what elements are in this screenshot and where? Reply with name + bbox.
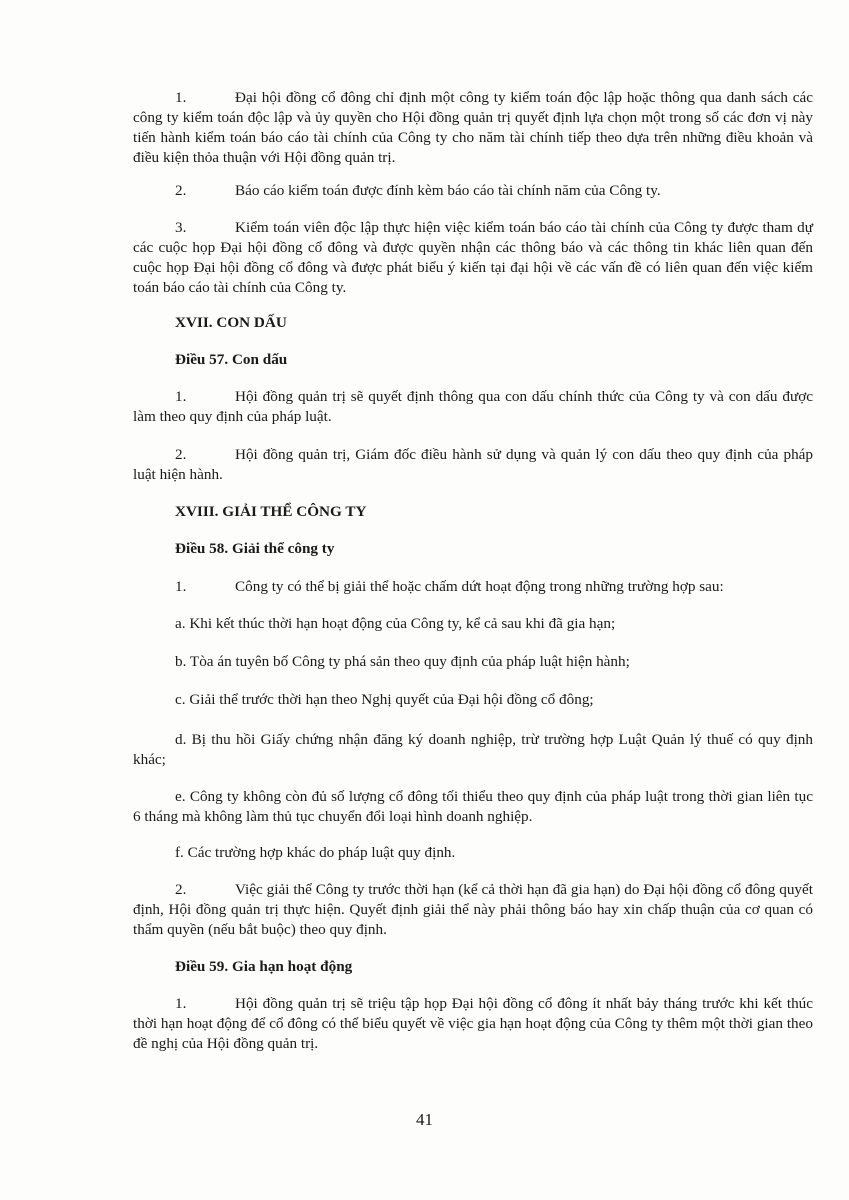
- paragraph-3-text: Kiểm toán viên độc lập thực hiện việc kiểm toán báo cáo tài chính của Công ty được tham dự các cuộc họp Đại hội đồng cổ đông và được quyền nhận các thông báo và các thông tin khác liên quan đến cuộc họp Đại hội đồng cổ đông và được phát biểu ý kiến tại đại hội về các vấn đề có liên quan đến việc kiểm toán báo cáo tài chính của Công ty.: [133, 219, 813, 296]
- article-58-clause-2-number: 2.: [175, 881, 187, 898]
- article-57-clause-1-text: Hội đồng quản trị sẽ quyết định thông qua con dấu chính thức của Công ty và con dấu được làm theo quy định của pháp luật.: [133, 388, 813, 425]
- list-item-b: b. Tòa án tuyên bố Công ty phá sản theo quy định của pháp luật hiện hành;: [175, 653, 630, 670]
- list-item-c: c. Giải thể trước thời hạn theo Nghị quyết của Đại hội đồng cổ đông;: [175, 691, 594, 708]
- paragraph-3: [133, 218, 813, 298]
- page-number: 41: [416, 1110, 433, 1129]
- list-item-e-text: e. Công ty không còn đủ số lượng cổ đông tối thiểu theo quy định của pháp luật trong thời gian liên tục 6 tháng mà không làm thủ tục chuyển đổi loại hình doanh nghiệp.: [133, 788, 813, 825]
- paragraph-2-text: Báo cáo kiểm toán được đính kèm báo cáo tài chính năm của Công ty.: [235, 182, 661, 199]
- list-item-e: [133, 787, 813, 827]
- paragraph-2-number: 2.: [175, 182, 187, 199]
- article-58-clause-2: [133, 880, 813, 940]
- article-57-clause-1: [133, 387, 813, 427]
- paragraph-2: [133, 181, 813, 201]
- paragraph-1-text: Đại hội đồng cổ đông chỉ định một công ty kiểm toán độc lập hoặc thông qua danh sách các công ty kiểm toán độc lập và ủy quyền cho Hội đồng quản trị quyết định lựa chọn một trong số các đơn vị này tiến hành kiểm toán báo cáo tài chính của Công ty cho năm tài chính tiếp theo dựa trên những điều khoản và điều kiện thỏa thuận với Hội đồng quản trị.: [133, 89, 813, 166]
- article-58-clause-1-text: Công ty có thể bị giải thể hoặc chấm dứt hoạt động trong những trường hợp sau:: [235, 578, 724, 595]
- article-59-clause-1: [133, 994, 813, 1054]
- article-57-clause-2-number: 2.: [175, 446, 187, 463]
- article-57-title: Điều 57. Con dấu: [175, 351, 288, 368]
- paragraph-1: [133, 88, 813, 168]
- section-17-title: XVII. CON DẤU: [175, 314, 287, 331]
- list-item-f: f. Các trường hợp khác do pháp luật quy định.: [175, 844, 456, 861]
- paragraph-3-number: 3.: [175, 219, 187, 236]
- article-58-clause-2-text: Việc giải thể Công ty trước thời hạn (kể cả thời hạn đã gia hạn) do Đại hội đồng cổ đông quyết định, Hội đồng quản trị thực hiện. Quyết định giải thể này phải thông báo hay xin chấp thuận của cơ quan có thẩm quyền (nếu bắt buộc) theo quy định.: [133, 881, 813, 938]
- article-57-clause-2: [133, 445, 813, 485]
- article-59-clause-1-text: Hội đồng quản trị sẽ triệu tập họp Đại hội đồng cổ đông ít nhất bảy tháng trước khi kết thúc thời hạn hoạt động để cổ đông có thể biểu quyết về việc gia hạn hoạt động của Công ty thêm một thời gian theo đề nghị của Hội đồng quản trị.: [133, 995, 813, 1052]
- paragraph-1-number: 1.: [175, 89, 187, 106]
- article-57-clause-2-text: Hội đồng quản trị, Giám đốc điều hành sử dụng và quản lý con dấu theo quy định của pháp luật hiện hành.: [133, 446, 813, 483]
- list-item-d-text: d. Bị thu hồi Giấy chứng nhận đăng ký doanh nghiệp, trừ trường hợp Luật Quản lý thuế có quy định khác;: [133, 731, 813, 768]
- article-59-clause-1-number: 1.: [175, 995, 187, 1012]
- list-item-a: a. Khi kết thúc thời hạn hoạt động của Công ty, kể cả sau khi đã gia hạn;: [175, 615, 616, 632]
- list-item-d: [133, 730, 813, 770]
- article-59-title: Điều 59. Gia hạn hoạt động: [175, 958, 353, 975]
- article-58-title: Điều 58. Giải thể công ty: [175, 540, 335, 557]
- article-58-clause-1-number: 1.: [175, 578, 187, 595]
- article-58-clause-1: [133, 577, 813, 597]
- article-57-clause-1-number: 1.: [175, 388, 187, 405]
- section-18-title: XVIII. GIẢI THỂ CÔNG TY: [175, 503, 367, 520]
